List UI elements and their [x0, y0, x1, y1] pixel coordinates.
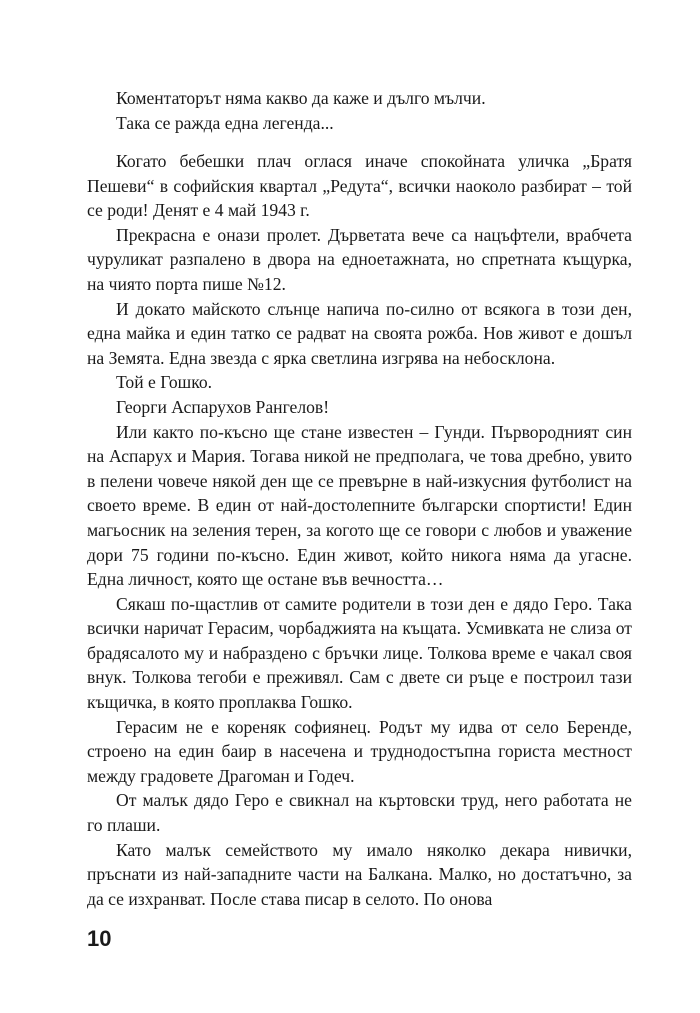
paragraph: Георги Аспарухов Рангелов!	[116, 396, 330, 417]
paragraph: Герасим не е кореняк софиянец. Родът му идва от село Беренде, строено на един баир в насечена и труднодостъпна гориста местност между градовете Драгоман и Годеч.	[87, 716, 632, 786]
paragraph: Той е Гошко.	[116, 372, 213, 393]
paragraph: Сякаш по-щастлив от самите родители в този ден е дядо Геро. Така всички наричат Герасим, чорбаджията на къщата. Усмивката не слиза от брадясалото му и набраздено с бръчки лице. Толкова време е чакал своя внук. Толкова тегоби е преживял. Сам с двете си ръце е построил тази къщичка, в която проплаква Гошко.	[87, 593, 632, 713]
paragraph: Или както по-късно ще стане известен – Гунди. Първородният син на Аспарух и Мария. Тогава никой не предполага, че това дребно, увито в пелени човече някой ден ще се превърне в най-изкусния футболист на своето време. В един от най-достолепните български спортисти! Един магьосник на зеления терен, за когото ще се говори с любов и уважение дори 75 години по-късно. Един живот, който никога няма да угасне. Една личност, която ще остане във вечността…	[87, 421, 632, 590]
paragraph: Прекрасна е онази пролет. Дърветата вече са нацъфтели, врабчета чуруликат разпалено в двора на едноетажната, но спретната къщурка, на чиято порта пише №12.	[87, 224, 632, 294]
intro-block	[87, 86, 632, 135]
paragraph: Така се ражда една легенда...	[116, 112, 334, 133]
paragraph: И докато майското слънце напича по-силно от всякога в този ден, една майка и един татко се радват на своята рожба. Нов живот е дошъл на Земята. Една звезда с ярка светлина изгрява на небосклона.	[87, 298, 632, 368]
paragraph: Коментаторът няма какво да каже и дълго мълчи.	[116, 88, 486, 108]
paragraph: Като малък семейството му имало няколко декара нивички, пръснати из най-западните части на Балкана. Малко, но достатъчно, за да се изхранват. После става писар в селото. По онова	[87, 839, 632, 909]
main-text-block	[87, 149, 632, 911]
page-number: 10	[87, 926, 112, 951]
paragraph: От малък дядо Геро е свикнал на къртовски труд, него работата не го плаши.	[87, 790, 632, 836]
paragraph: Когато бебешки плач оглася иначе спокойната уличка „Братя Пешеви“ в софийския квартал „Редута“, всички наоколо разбират – той се роди! Денят е 4 май 1943 г.	[87, 151, 632, 221]
